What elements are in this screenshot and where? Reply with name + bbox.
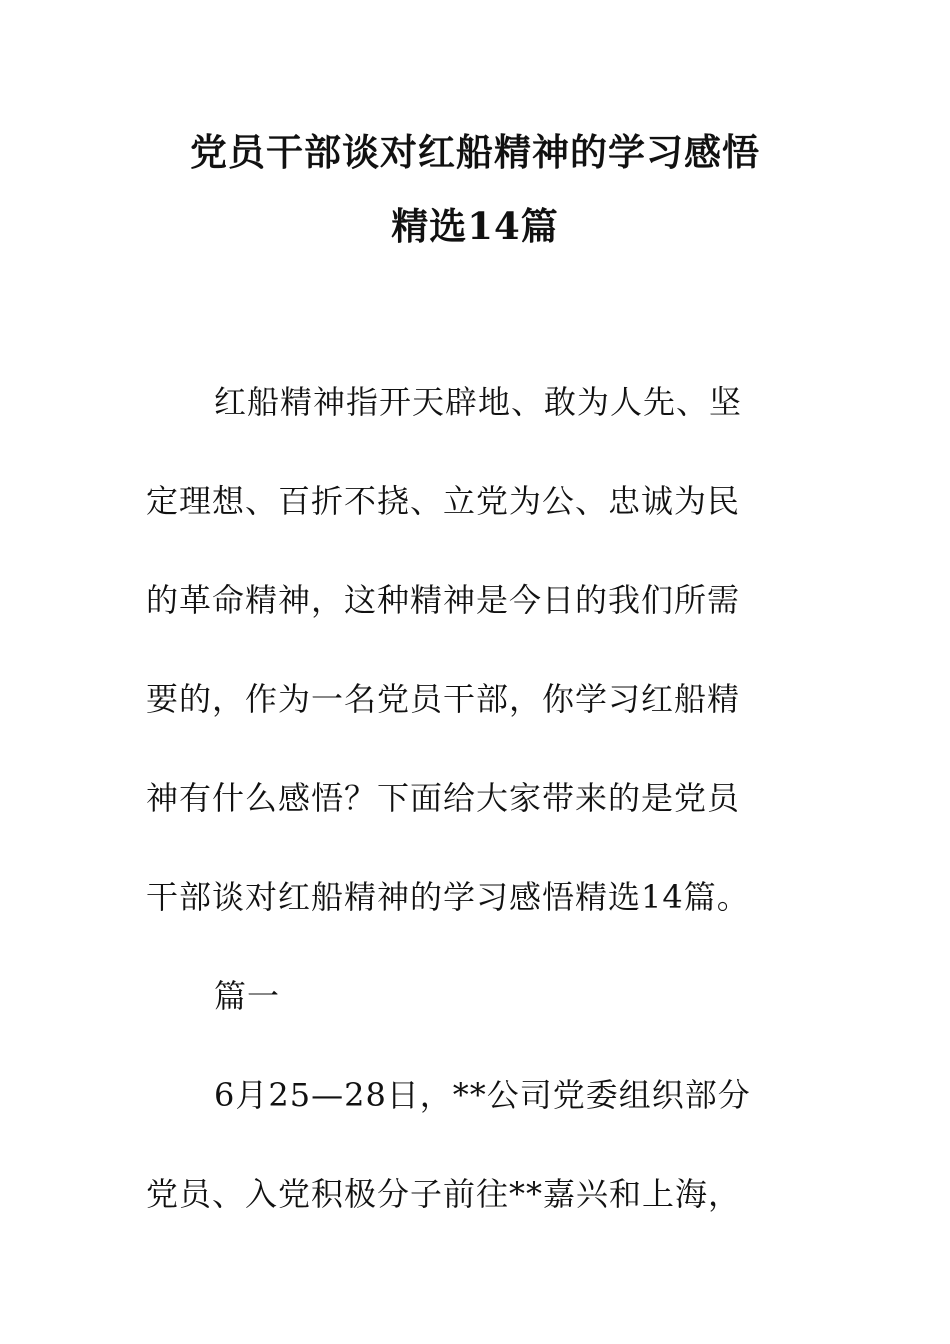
document-title-line-2: 精选14篇 [391, 204, 559, 248]
paragraph-line: 6月25—28日，**公司党委组织部分 [214, 1076, 751, 1114]
paragraph-line: 定理想、百折不挠、立党为公、忠诚为民 [146, 482, 741, 520]
paragraph-line: 神有什么感悟？下面给大家带来的是党员 [146, 779, 741, 817]
paragraph-line: 要的，作为一名党员干部，你学习红船精 [146, 680, 741, 718]
paragraph-line: 红船精神指开天辟地、敢为人先、坚 [214, 383, 743, 421]
paragraph-line: 党员、入党积极分子前往**嘉兴和上海， [146, 1175, 742, 1213]
section-heading: 篇一 [214, 977, 281, 1015]
document-title-line-1: 党员干部谈对红船精神的学习感悟 [190, 130, 760, 174]
paragraph-line: 的革命精神，这种精神是今日的我们所需 [146, 581, 741, 619]
paragraph-line: 干部谈对红船精神的学习感悟精选14篇。 [146, 878, 750, 916]
